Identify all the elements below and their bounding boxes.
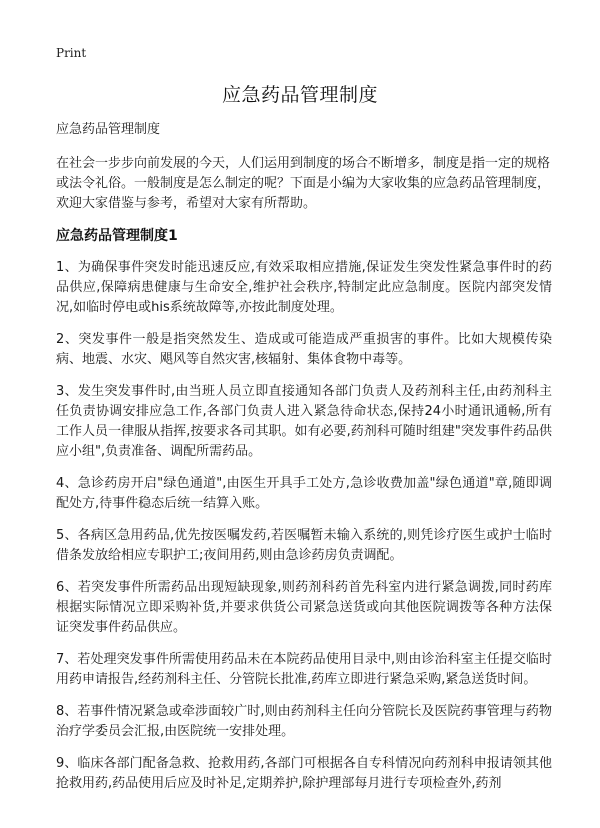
rule-item: 5、各病区急用药品,优先按医嘱发药,若医嘱暂未输入系统的,则凭诊疗医生或护士临时借条发放给相应专职护工;夜间用药,则由急诊药房负责调配。	[56, 528, 552, 563]
print-link[interactable]: Print	[56, 46, 87, 60]
rule-item: 8、若事件情况紧急或牵涉面较广时,则由药剂科主任向分管院长及医院药事管理与药物治疗学委员会汇报,由医院统一安排处理。	[56, 704, 552, 739]
section-heading: 应急药品管理制度1	[56, 228, 178, 244]
intro-paragraph: 在社会一步步向前发展的今天，人们运用到制度的场合不断增多，制度是指一定的规格或法令礼俗。一般制度是怎么制定的呢？下面是小编为大家收集的应急药品管理制度，欢迎大家借鉴与参考，希望对大家有所帮助。	[56, 156, 551, 211]
rule-item: 6、若突发事件所需药品出现短缺现象,则药剂科药首先科室内进行紧急调拨,同时药库根据实际情况立即采购补货,并要求供货公司紧急送货或向其他医院调拨等各种方法保证突发事件药品供应。	[56, 580, 552, 635]
rule-item: 3、发生突发事件时,由当班人员立即直接通知各部门负责人及药剂科主任,由药剂科主任负责协调安排应急工作,各部门负责人进入紧急待命状态,保持24小时通讯通畅,所有工作人员一律服从指挥,按要求各司其职。如有必要,药剂科可随时组建"突发事件药品供应小组",负责准备、调配所需药品。	[56, 384, 552, 459]
rule-item: 2、突发事件一般是指突然发生、造成或可能造成严重损害的事件。比如大规模传染病、地震、水灾、飓风等自然灾害,核辐射、集体食物中毒等。	[56, 332, 552, 367]
document-title: 应急药品管理制度	[221, 84, 378, 106]
rule-item: 9、临床各部门配备急救、抢救用药,各部门可根据各自专科情况向药剂科申报请领其他抢救用药,药品使用后应及时补足,定期养护,除护理部每月进行专项检查外,药剂	[56, 756, 552, 791]
document-body	[56, 120, 552, 806]
rule-item: 1、为确保事件突发时能迅速反应,有效采取相应措施,保证发生突发性紧急事件时的药品供应,保障病患健康与生命安全,维护社会秩序,特制定此应急制度。医院内部突发情况,如临时停电或his系统故障等,亦按此制度处理。	[56, 260, 552, 315]
rule-item: 4、急诊药房开启"绿色通道",由医生开具手工处方,急诊收费加盖"绿色通道"章,随即调配处方,待事件稳态后统一结算入账。	[56, 476, 552, 511]
rule-item: 7、若处理突发事件所需使用药品未在本院药品使用目录中,则由诊治科室主任提交临时用药申请报告,经药剂科主任、分管院长批准,药库立即进行紧急采购,紧急送货时间。	[56, 652, 552, 687]
document-subtitle: 应急药品管理制度	[56, 122, 161, 137]
